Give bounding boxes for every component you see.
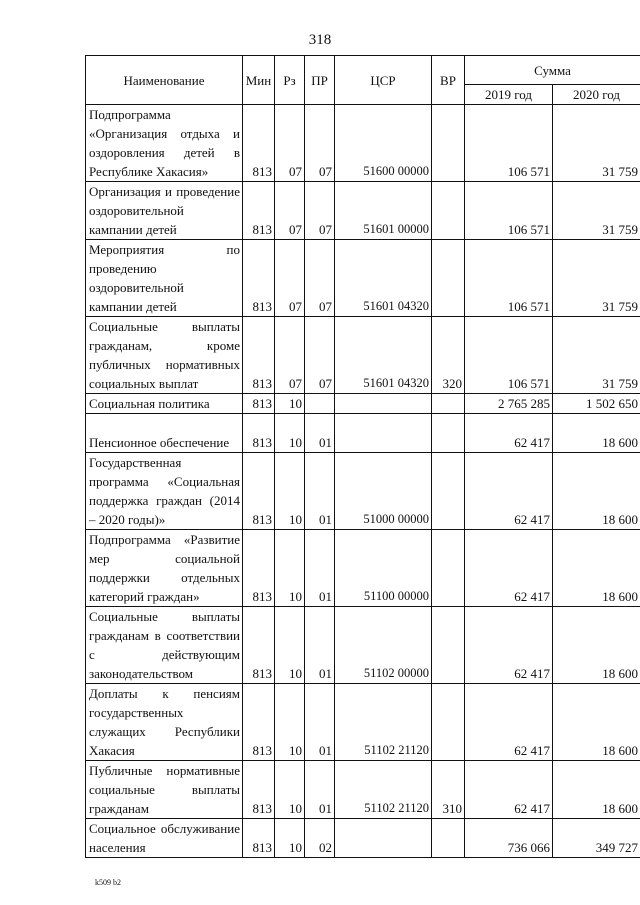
row-pr — [305, 394, 335, 414]
table-row — [86, 317, 640, 394]
header-year-2020: 2020 год — [553, 85, 640, 105]
row-vr — [432, 182, 465, 240]
row-min: 813 — [243, 761, 275, 819]
row-name: Доплаты к пенсиям государственных служащих Республики Хакасия — [86, 684, 243, 761]
row-sum-2020: 349 727 — [553, 819, 640, 858]
row-csr: 51000 00000 — [335, 453, 432, 530]
row-csr: 51102 21120 — [335, 761, 432, 819]
row-vr — [432, 607, 465, 684]
row-vr — [432, 240, 465, 317]
row-pr: 07 — [305, 240, 335, 317]
row-sum-2020: 18 600 — [553, 414, 640, 453]
row-rz: 07 — [275, 182, 305, 240]
row-pr: 01 — [305, 453, 335, 530]
table-row — [86, 240, 640, 317]
row-rz: 10 — [275, 607, 305, 684]
row-min: 813 — [243, 684, 275, 761]
page-number: 318 — [308, 32, 332, 48]
row-sum-2019: 62 417 — [465, 761, 553, 819]
row-csr — [335, 394, 432, 414]
row-min: 813 — [243, 105, 275, 182]
row-rz: 10 — [275, 819, 305, 858]
row-sum-2019: 106 571 — [465, 105, 553, 182]
row-min: 813 — [243, 530, 275, 607]
row-vr — [432, 453, 465, 530]
row-vr — [432, 414, 465, 453]
header-year-2019: 2019 год — [465, 85, 553, 105]
row-vr — [432, 105, 465, 182]
header-csr: ЦСР — [335, 56, 432, 105]
row-pr: 07 — [305, 105, 335, 182]
row-sum-2019: 106 571 — [465, 240, 553, 317]
row-vr: 320 — [432, 317, 465, 394]
row-pr: 01 — [305, 530, 335, 607]
row-vr — [432, 530, 465, 607]
row-name: Подпрограмма «Развитие мер социальной поддержки отдельных категорий граждан» — [86, 530, 243, 607]
row-min: 813 — [243, 414, 275, 453]
row-rz: 07 — [275, 105, 305, 182]
table-row — [86, 182, 640, 240]
header-vr: ВР — [432, 56, 465, 105]
row-csr: 51601 00000 — [335, 182, 432, 240]
row-name: Пенсионное обеспечение — [86, 414, 243, 453]
table-row — [86, 414, 640, 453]
row-csr: 51102 00000 — [335, 607, 432, 684]
row-sum-2019: 62 417 — [465, 414, 553, 453]
table-row — [86, 530, 640, 607]
header-min: Мин — [243, 56, 275, 105]
row-sum-2019: 62 417 — [465, 607, 553, 684]
row-vr — [432, 394, 465, 414]
row-sum-2020: 31 759 — [553, 317, 640, 394]
row-rz: 10 — [275, 530, 305, 607]
row-min: 813 — [243, 394, 275, 414]
row-min: 813 — [243, 453, 275, 530]
table-row — [86, 607, 640, 684]
row-csr: 51601 04320 — [335, 317, 432, 394]
row-sum-2019: 106 571 — [465, 182, 553, 240]
table-row — [86, 819, 640, 858]
header-rz: Рз — [275, 56, 305, 105]
row-rz: 07 — [275, 240, 305, 317]
row-sum-2020: 31 759 — [553, 182, 640, 240]
row-csr: 51100 00000 — [335, 530, 432, 607]
row-sum-2020: 31 759 — [553, 105, 640, 182]
row-sum-2020: 18 600 — [553, 607, 640, 684]
row-min: 813 — [243, 240, 275, 317]
row-min: 813 — [243, 819, 275, 858]
row-csr: 51601 04320 — [335, 240, 432, 317]
row-rz: 07 — [275, 317, 305, 394]
table-row — [86, 761, 640, 819]
row-sum-2019: 62 417 — [465, 453, 553, 530]
row-min: 813 — [243, 607, 275, 684]
row-sum-2019: 2 765 285 — [465, 394, 553, 414]
row-sum-2019: 736 066 — [465, 819, 553, 858]
header-pr: ПР — [305, 56, 335, 105]
row-min: 813 — [243, 182, 275, 240]
row-name: Организация и проведение оздоровительной кампании детей — [86, 182, 243, 240]
row-sum-2020: 1 502 650 — [553, 394, 640, 414]
row-name: Социальная политика — [86, 394, 243, 414]
row-sum-2020: 18 600 — [553, 530, 640, 607]
row-pr: 02 — [305, 819, 335, 858]
row-name: Мероприятия по проведению оздоровительной кампании детей — [86, 240, 243, 317]
row-rz: 10 — [275, 684, 305, 761]
row-csr: 51102 21120 — [335, 684, 432, 761]
row-name: Социальное обслуживание населения — [86, 819, 243, 858]
row-rz: 10 — [275, 394, 305, 414]
row-csr: 51600 00000 — [335, 105, 432, 182]
row-sum-2020: 18 600 — [553, 453, 640, 530]
row-name: Государственная программа «Социальная поддержка граждан (2014 – 2020 годы)» — [86, 453, 243, 530]
row-pr: 01 — [305, 684, 335, 761]
row-vr — [432, 684, 465, 761]
row-pr: 07 — [305, 182, 335, 240]
row-rz: 10 — [275, 414, 305, 453]
row-sum-2019: 62 417 — [465, 530, 553, 607]
row-pr: 01 — [305, 607, 335, 684]
row-rz: 10 — [275, 761, 305, 819]
row-csr — [335, 414, 432, 453]
table-row — [86, 394, 640, 414]
row-rz: 10 — [275, 453, 305, 530]
row-min: 813 — [243, 317, 275, 394]
table-row — [86, 105, 640, 182]
row-pr: 01 — [305, 414, 335, 453]
header-name: Наименование — [86, 56, 243, 105]
table-row — [86, 684, 640, 761]
row-sum-2019: 106 571 — [465, 317, 553, 394]
row-pr: 01 — [305, 761, 335, 819]
row-sum-2020: 31 759 — [553, 240, 640, 317]
budget-table — [85, 55, 640, 858]
header-sum: Сумма — [465, 56, 640, 85]
row-name: Подпрограмма «Организация отдыха и оздоровления детей в Республике Хакасия» — [86, 105, 243, 182]
row-sum-2020: 18 600 — [553, 684, 640, 761]
row-vr — [432, 819, 465, 858]
row-name: Публичные нормативные социальные выплаты гражданам — [86, 761, 243, 819]
row-sum-2019: 62 417 — [465, 684, 553, 761]
row-name: Социальные выплаты гражданам в соответствии с действующим законодательством — [86, 607, 243, 684]
footer-code: k509 b2 — [95, 878, 121, 887]
row-csr — [335, 819, 432, 858]
table-row — [86, 453, 640, 530]
row-name: Социальные выплаты гражданам, кроме публичных нормативных социальных выплат — [86, 317, 243, 394]
row-sum-2020: 18 600 — [553, 761, 640, 819]
row-pr: 07 — [305, 317, 335, 394]
row-vr: 310 — [432, 761, 465, 819]
